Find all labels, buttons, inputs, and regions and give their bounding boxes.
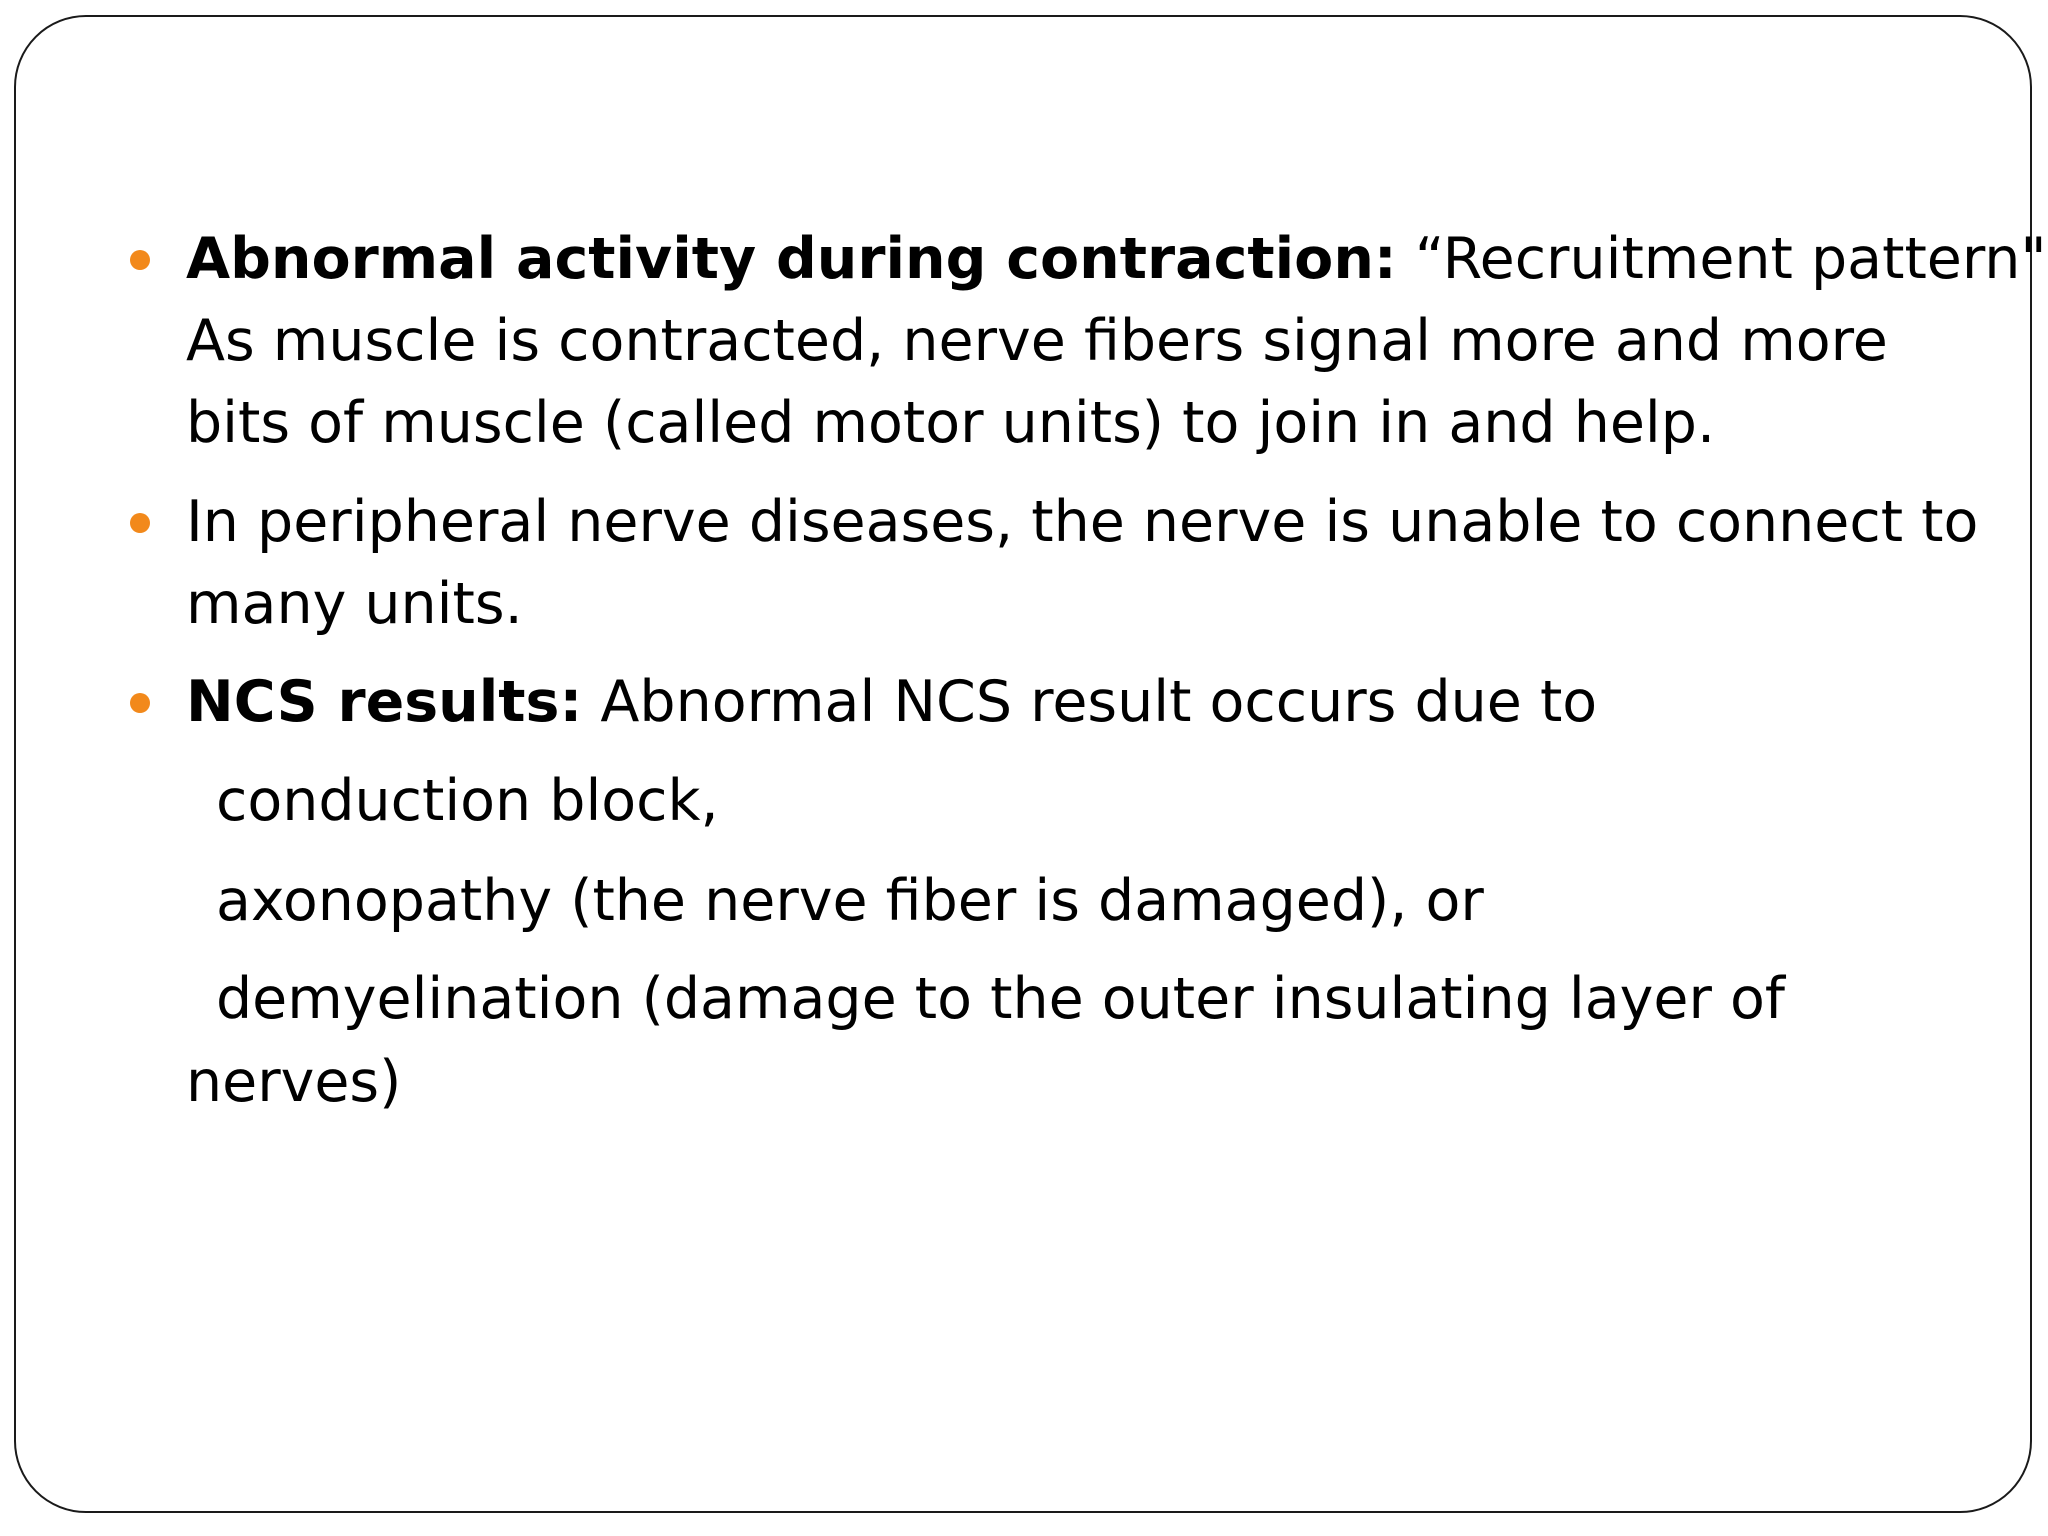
bullet-lead-rest: Abnormal NCS result occurs due to xyxy=(582,669,1598,735)
bullet-line: many units. xyxy=(186,571,523,637)
sub-item-continuation: nerves) xyxy=(186,1049,402,1115)
bullet-line: In peripheral nerve diseases, the nerve is unable to connect to xyxy=(186,489,1979,555)
bullet-dot xyxy=(130,513,150,533)
bullet-item-recruitment xyxy=(186,218,2047,464)
bullet-line xyxy=(186,218,2047,300)
bullet-item-peripheral xyxy=(186,481,1979,645)
bullet-dot xyxy=(130,250,150,270)
bullet-item-ncs-results xyxy=(186,661,1946,743)
bullet-lead: Abnormal activity during contraction: xyxy=(186,226,1397,292)
bullet-line: bits of muscle (called motor units) to join in and help. xyxy=(186,390,1716,456)
bullet-lead: NCS results: xyxy=(186,669,583,735)
sub-item: demyelination (damage to the outer insulating layer of xyxy=(216,966,1785,1032)
sub-item: conduction block, xyxy=(216,768,719,834)
bullet-dot xyxy=(130,693,150,713)
sub-item: axonopathy (the nerve fiber is damaged), or xyxy=(216,868,1484,934)
bullet-line xyxy=(186,661,1946,743)
bullet-line: As muscle is contracted, nerve fibers signal more and more xyxy=(186,308,1888,374)
bullet-lead-rest: “Recruitment pattern" xyxy=(1396,226,2047,292)
